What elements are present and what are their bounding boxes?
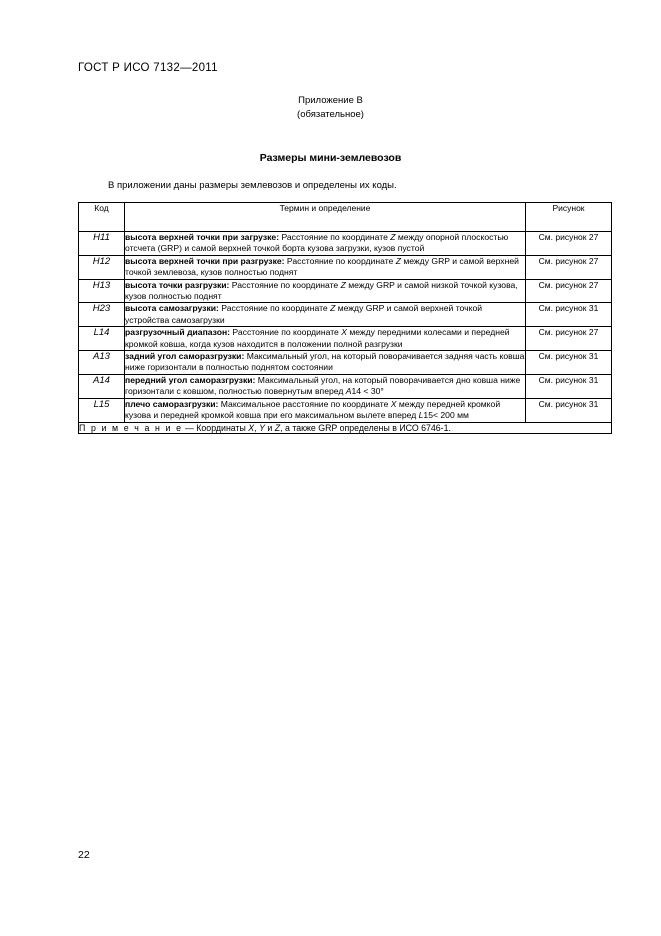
cell-term-definition	[125, 327, 526, 351]
term-name: высота верхней точки при разгрузке:	[125, 255, 285, 266]
table-row	[79, 374, 612, 398]
cell-term-definition	[125, 279, 526, 303]
table-row	[79, 327, 612, 351]
term-definition-text: Максимальный угол, на который поворачивается задняя часть ковша ниже горизонтали в полностью поднятом состоянии	[125, 351, 525, 373]
annex-heading	[0, 94, 661, 122]
cell-figure-reference: См. рисунок 31	[526, 351, 612, 375]
table-note-row	[79, 422, 612, 433]
table-row	[79, 279, 612, 303]
cell-note	[79, 422, 612, 433]
term-name: плечо саморазгрузки:	[125, 398, 219, 409]
cell-code: A14	[79, 374, 125, 398]
page-title: Размеры мини-землевозов	[259, 152, 402, 164]
cell-figure-reference: См. рисунок 27	[526, 232, 612, 256]
intro-paragraph: В приложении даны размеры землевозов и определены их коды.	[108, 180, 397, 191]
term-name: высота самозагрузки:	[125, 303, 219, 314]
cell-code: H13	[79, 279, 125, 303]
table-row	[79, 303, 612, 327]
table-row	[79, 351, 612, 375]
term-definition-text: Расстояние по координате X между передними колесами и передней кромкой ковша, когда кузов находится в положении полной разгрузки	[125, 327, 510, 349]
cell-figure-reference: См. рисунок 31	[526, 303, 612, 327]
table-header-code: Код	[79, 203, 125, 232]
cell-term-definition	[125, 232, 526, 256]
term-definition-text: Расстояние по координате Z между GRP и самой низкой точкой кузова, кузов полностью поднят	[125, 279, 518, 302]
term-definition-text: Расстояние по координате Z между GRP и самой верхней точкой устройства самозагрузки	[125, 303, 483, 325]
cell-figure-reference: См. рисунок 27	[526, 327, 612, 351]
note-label: П р и м е ч а н и е	[79, 422, 183, 433]
term-definition-text: Расстояние по координате Z между опорной плоскостью отсчета (GRP) и самой верхней точкой борта кузова загрузки, кузов пустой	[125, 232, 509, 254]
term-name: разгрузочный диапазон:	[125, 327, 231, 338]
term-definition-text: Расстояние по координате Z между GRP и самой верхней точкой землевоза, кузов полностью поднят	[125, 255, 519, 278]
note-text: — Координаты X, Y и Z, а также GRP определены в ИСО 6746-1.	[182, 422, 451, 433]
cell-term-definition	[125, 398, 526, 422]
cell-figure-reference: См. рисунок 27	[526, 279, 612, 303]
cell-term-definition	[125, 351, 526, 375]
cell-code: L15	[79, 398, 125, 422]
annex-sublabel: (обязательное)	[297, 109, 364, 120]
table-row	[79, 255, 612, 279]
term-name: передний угол саморазгрузки:	[125, 374, 256, 385]
cell-code: H12	[79, 255, 125, 279]
table-header-row	[79, 203, 612, 232]
term-definition-text: Максимальное расстояние по координате X между передней кромкой кузова и передней кромкой ковша при его максимальном вылете вперед L15< 200 мм	[125, 398, 501, 421]
annex-label: Приложение В	[298, 95, 363, 106]
cell-figure-reference: См. рисунок 27	[526, 255, 612, 279]
table-row	[79, 398, 612, 422]
cell-code: A13	[79, 351, 125, 375]
cell-code: L14	[79, 327, 125, 351]
cell-figure-reference: См. рисунок 31	[526, 398, 612, 422]
cell-code: H11	[79, 232, 125, 256]
table-header-figure: Рисунок	[526, 203, 612, 232]
cell-figure-reference: См. рисунок 31	[526, 374, 612, 398]
page-number: 22	[78, 849, 90, 861]
term-name: высота точки разгрузки:	[125, 279, 230, 290]
table-row	[79, 232, 612, 256]
cell-term-definition	[125, 255, 526, 279]
term-name: высота верхней точки при загрузке:	[125, 232, 280, 242]
table-header-term: Термин и определение	[125, 203, 526, 232]
cell-term-definition	[125, 374, 526, 398]
term-definition-text: Максимальный угол, на который поворачивается дно ковша ниже горизонтали с ковшом, полностью повернутым вперед A14 < 30°	[125, 374, 521, 397]
page-header-standard-code: ГОСТ Р ИСО 7132—2011	[78, 62, 218, 74]
cell-code: H23	[79, 303, 125, 327]
cell-term-definition	[125, 303, 526, 327]
term-name: задний угол саморазгрузки:	[125, 351, 245, 362]
dimensions-table	[78, 202, 612, 434]
